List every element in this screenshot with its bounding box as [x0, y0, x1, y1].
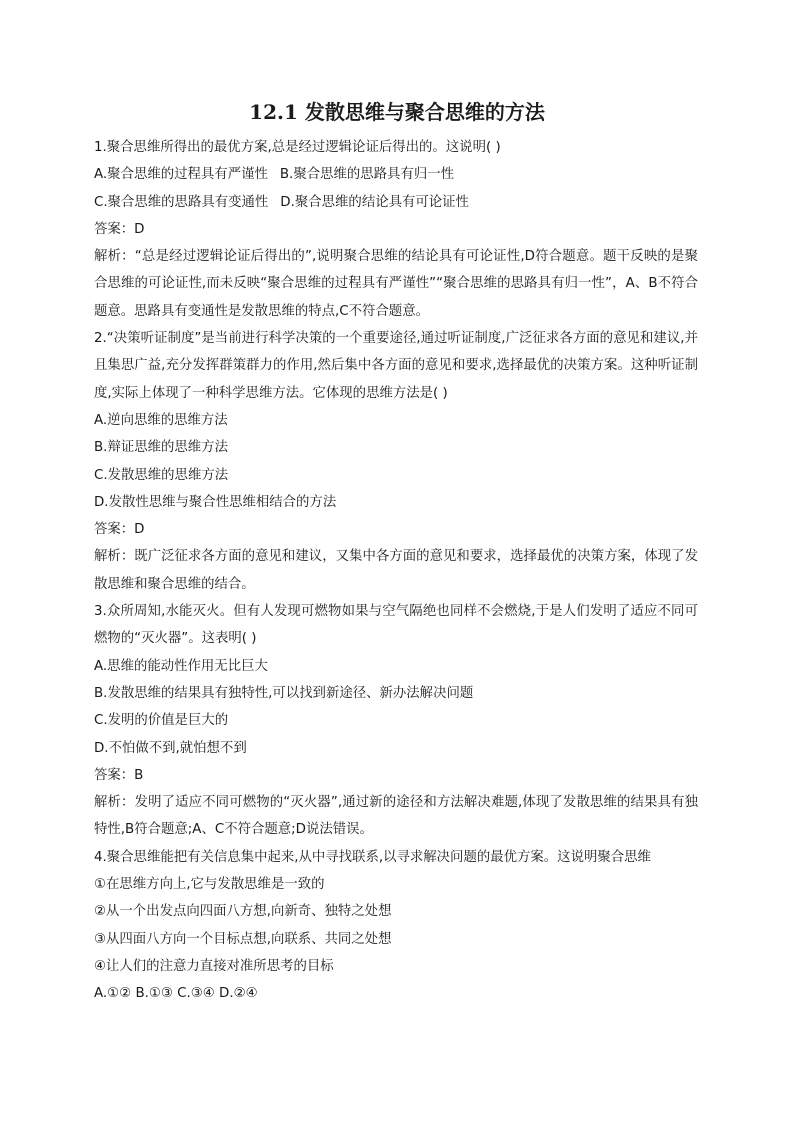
- q3-option-b: B.发散思维的结果具有独特性,可以找到新途径、新办法解决问题: [94, 685, 474, 701]
- q4-item-4: ④让人们的注意力直接对准所思考的目标: [94, 958, 334, 974]
- q1-stem: 1.聚合思维所得出的最优方案,总是经过逻辑论证后得出的。这说明( ): [94, 140, 501, 155]
- q1-answer: 答案：D: [94, 221, 145, 237]
- q1-analysis: 解析：“总是经过逻辑论证后得出的”,说明聚合思维的结论具有可论证性,D符合题意。题干反映的是聚合思维的可论证性,而未反映“聚合思维的过程具有严谨性”“聚合思维的思路具有归一性”，A、B不符合题意。思路具有变通性是发散思维的特点,C不符合题意。: [94, 249, 698, 319]
- q3-stem: 3.众所周知,水能灭火。但有人发现可燃物如果与空气隔绝也同样不会燃烧,于是人们发明了适应不同可燃物的“灭火器”。这表明( ): [94, 604, 698, 647]
- q3-option-c: C.发明的价值是巨大的: [94, 713, 229, 729]
- document-body: [94, 134, 698, 1008]
- q3-option-d: D.不怕做不到,就怕想不到: [94, 740, 247, 756]
- q1-option-b: B.聚合思维的思路具有归一性: [279, 167, 455, 183]
- q2-stem: 2.“决策听证制度”是当前进行科学决策的一个重要途径,通过听证制度,广泛征求各方面的意见和建议,并且集思广益,充分发挥群策群力的作用,然后集中各方面的意见和要求,选择最优的决策方案。这种听证制度,实际上体现了一种科学思维方法。它体现的思维方法是( ): [94, 331, 698, 401]
- q3-answer: 答案：B: [94, 767, 144, 783]
- q4-stem: 4.聚合思维能把有关信息集中起来,从中寻找联系,以寻求解决问题的最优方案。这说明聚合思维: [94, 849, 651, 865]
- q1-options-row-2: [94, 189, 698, 216]
- q4-item-1: ①在思维方向上,它与发散思维是一致的: [94, 877, 325, 893]
- q2-analysis: 解析：既广泛征求各方面的意见和建议，又集中各方面的意见和要求，选择最优的决策方案，体现了发散思维和聚合思维的结合。: [94, 549, 698, 592]
- q4-item-3: ③从四面八方向一个目标点想,向联系、共同之处想: [94, 931, 392, 947]
- q3-analysis: 解析：发明了适应不同可燃物的“灭火器”,通过新的途径和方法解决难题,体现了发散思维的结果具有独特性,B符合题意;A、C不符合题意;D说法错误。: [94, 795, 698, 838]
- q4-options: A.①② B.①③ C.③④ D.②④: [94, 986, 258, 1002]
- q1-option-d: D.聚合思维的结论具有可论证性: [280, 194, 469, 210]
- q2-option-a: A.逆向思维的思维方法: [94, 412, 228, 428]
- q1-options-row-1: [94, 161, 698, 188]
- q1-option-a: A.聚合思维的过程具有严谨性: [94, 167, 268, 183]
- q1-option-c: C.聚合思维的思路具有变通性: [94, 194, 269, 210]
- q2-option-d: D.发散性思维与聚合性思维相结合的方法: [94, 494, 337, 510]
- q2-option-b: B.辩证思维的思维方法: [94, 440, 228, 456]
- q2-answer: 答案：D: [94, 522, 145, 538]
- q2-option-c: C.发散思维的思维方法: [94, 467, 229, 483]
- q4-item-2: ②从一个出发点向四面八方想,向新奇、独特之处想: [94, 904, 392, 920]
- q3-option-a: A.思维的能动性作用无比巨大: [94, 658, 268, 674]
- page-title: 12.1 发散思维与聚合思维的方法: [249, 100, 545, 124]
